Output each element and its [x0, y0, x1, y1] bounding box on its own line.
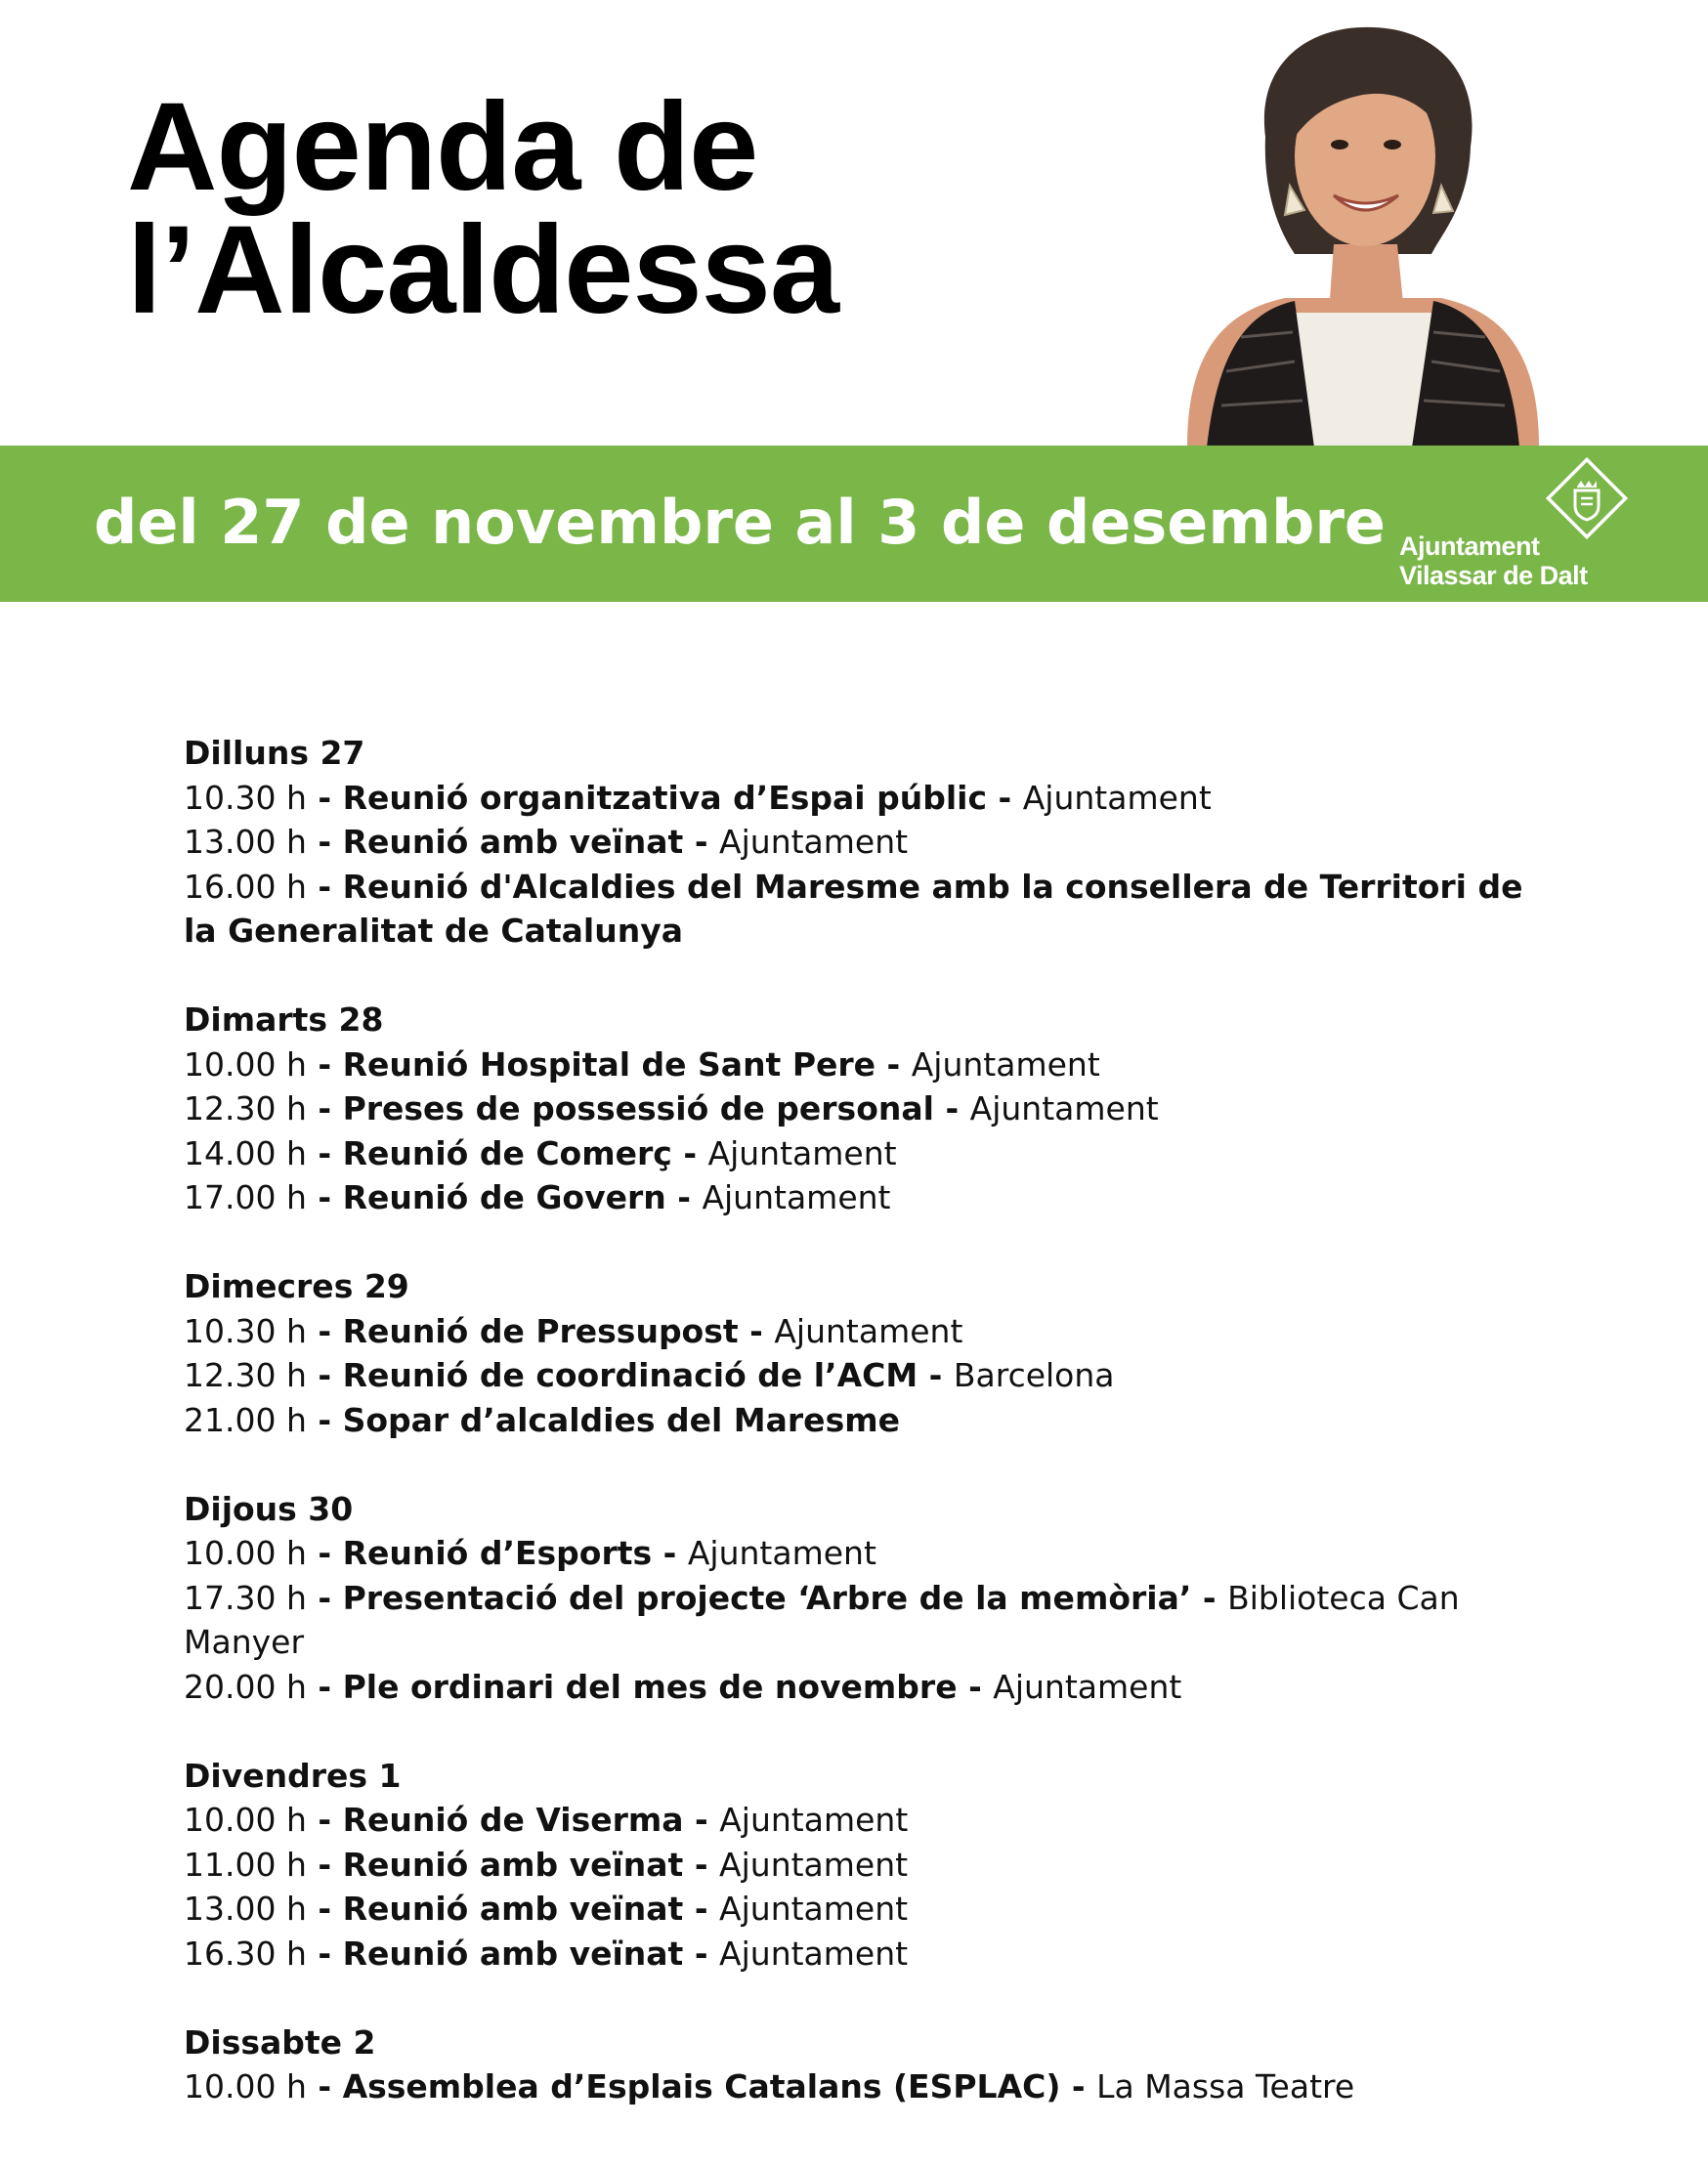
event-separator: - [738, 1311, 775, 1350]
event-title: Reunió d'Alcaldies del Maresme amb la consellera de Territori de la Generalitat de Catalunya [184, 867, 1523, 950]
event-place: Ajuntament [911, 1044, 1100, 1084]
event-time: 14.00 h [184, 1133, 307, 1172]
portrait-illustration [1148, 20, 1568, 447]
event-separator: - [306, 823, 343, 861]
agenda-day [184, 731, 1532, 954]
event-separator: - [306, 1845, 343, 1884]
logo-text-ajuntament: Ajuntament [1399, 532, 1540, 561]
agenda-event [184, 1398, 1532, 1443]
agenda-event [184, 776, 1532, 821]
event-separator: - [306, 1890, 343, 1928]
event-separator: - [306, 1801, 343, 1839]
event-separator: - [665, 1178, 703, 1216]
event-title: Reunió de Govern [342, 1178, 666, 1216]
event-title: Ple ordinari del mes de novembre [342, 1667, 958, 1706]
event-place: Ajuntament [993, 1667, 1182, 1706]
event-separator: - [957, 1667, 994, 1706]
event-separator: - [918, 1356, 954, 1394]
agenda-event [184, 820, 1532, 865]
event-separator: - [306, 1578, 343, 1617]
agenda-event [184, 2064, 1532, 2109]
event-place: Barcelona [953, 1356, 1115, 1394]
date-banner [0, 446, 1708, 602]
event-time: 21.00 h [184, 1400, 307, 1439]
event-title: Assemblea d’Esplais Catalans (ESPLAC) [342, 2067, 1061, 2105]
event-time: 10.30 h [184, 1311, 307, 1350]
agenda-day [184, 2020, 1532, 2109]
event-title: Sopar d’alcaldies del Maresme [342, 1400, 900, 1439]
logo-text-municipality: Vilassar de Dalt [1399, 561, 1588, 590]
event-separator: - [306, 1667, 343, 1706]
day-heading: Dimecres 29 [184, 1267, 409, 1305]
event-place: Ajuntament [719, 1934, 909, 1973]
event-time: 10.00 h [184, 1044, 307, 1084]
event-title: Reunió organitzativa d’Espai públic [342, 778, 988, 817]
event-title: Reunió amb veïnat [342, 823, 684, 861]
agenda-event [184, 1353, 1532, 1398]
event-separator: - [306, 1311, 343, 1350]
agenda-day [184, 998, 1532, 1220]
event-place: Ajuntament [719, 1845, 909, 1884]
event-place: Ajuntament [707, 1133, 897, 1172]
agenda-event [184, 1932, 1532, 1977]
event-title: Reunió de Viserma [342, 1801, 684, 1839]
event-title: Reunió amb veïnat [342, 1890, 684, 1928]
day-heading: Dijous 30 [184, 1489, 354, 1528]
agenda-event [184, 1309, 1532, 1354]
event-title: Reunió de Comerç [342, 1133, 672, 1172]
day-heading: Dimarts 28 [184, 1000, 384, 1039]
event-place: Ajuntament [702, 1178, 891, 1216]
agenda-day [184, 1264, 1532, 1442]
event-time: 12.30 h [184, 1089, 307, 1127]
title-line-1: Agenda de [127, 77, 758, 217]
event-title: Reunió amb veïnat [342, 1934, 684, 1973]
agenda-event [184, 1798, 1532, 1843]
event-separator: - [1060, 2067, 1097, 2105]
event-separator: - [306, 1400, 343, 1439]
event-place: Ajuntament [774, 1311, 963, 1350]
event-time: 20.00 h [184, 1667, 307, 1706]
day-heading: Divendres 1 [184, 1756, 402, 1795]
event-separator: - [306, 1356, 343, 1394]
ajuntament-logo [1397, 457, 1642, 594]
event-title: Reunió d’Esports [342, 1534, 653, 1572]
event-separator: - [683, 1801, 720, 1839]
event-separator: - [987, 778, 1023, 817]
day-heading: Dissabte 2 [184, 2022, 376, 2062]
event-separator: - [306, 778, 343, 817]
event-time: 10.00 h [184, 1801, 307, 1839]
agenda-event [184, 1531, 1532, 1576]
event-place: Ajuntament [687, 1534, 876, 1572]
event-time: 10.30 h [184, 778, 307, 817]
agenda-day [184, 1487, 1532, 1710]
event-time: 11.00 h [184, 1845, 307, 1884]
event-separator: - [683, 1890, 720, 1928]
page-title [127, 77, 838, 340]
agenda-event [184, 1665, 1532, 1710]
event-title: Presentació del projecte ‘Arbre de la memòria’ [342, 1578, 1192, 1617]
event-separator: - [683, 1845, 720, 1884]
agenda-event [184, 1576, 1532, 1665]
event-place: Biblioteca Can Manyer [184, 1578, 1460, 1661]
event-place: Ajuntament [1022, 778, 1212, 817]
event-separator: - [671, 1133, 708, 1172]
event-place: La Massa Teatre [1096, 2067, 1355, 2105]
agenda-day [184, 1754, 1532, 1977]
event-separator: - [875, 1044, 912, 1084]
event-separator: - [683, 1934, 720, 1973]
agenda-event [184, 1131, 1532, 1176]
event-separator: - [306, 1178, 343, 1216]
event-separator: - [306, 867, 343, 906]
event-title: Reunió de coordinació de l’ACM [342, 1356, 918, 1394]
event-time: 16.00 h [184, 867, 307, 906]
agenda-event [184, 1175, 1532, 1220]
event-separator: - [683, 823, 720, 861]
event-separator: - [933, 1089, 970, 1127]
agenda-list [184, 731, 1532, 2153]
mayor-photo [1148, 20, 1568, 447]
event-title: Reunió Hospital de Sant Pere [342, 1044, 876, 1084]
event-separator: - [1191, 1578, 1228, 1617]
agenda-event [184, 865, 1532, 954]
event-title: Reunió de Pressupost [342, 1311, 739, 1350]
event-time: 13.00 h [184, 1890, 307, 1928]
event-time: 17.30 h [184, 1578, 307, 1617]
event-separator: - [306, 1934, 343, 1973]
event-separator: - [306, 2067, 343, 2105]
event-separator: - [306, 1089, 343, 1127]
event-place: Ajuntament [719, 1890, 909, 1928]
agenda-event [184, 1887, 1532, 1932]
event-time: 13.00 h [184, 823, 307, 861]
event-title: Reunió amb veïnat [342, 1845, 684, 1884]
event-place: Ajuntament [719, 1801, 909, 1839]
event-separator: - [306, 1044, 343, 1084]
event-separator: - [652, 1534, 688, 1572]
event-time: 16.30 h [184, 1934, 307, 1973]
event-time: 17.00 h [184, 1178, 307, 1216]
agenda-event [184, 1042, 1532, 1087]
event-title: Preses de possessió de personal [342, 1089, 934, 1127]
event-separator: - [306, 1133, 343, 1172]
event-time: 12.30 h [184, 1356, 307, 1394]
coat-of-arms-icon [1546, 457, 1628, 539]
agenda-event [184, 1086, 1532, 1131]
title-line-2: l’Alcaldessa [127, 200, 838, 340]
agenda-event [184, 1843, 1532, 1888]
event-separator: - [306, 1534, 343, 1572]
event-time: 10.00 h [184, 1534, 307, 1572]
date-range: del 27 de novembre al 3 de desembre [94, 487, 1386, 558]
day-heading: Dilluns 27 [184, 734, 365, 772]
event-place: Ajuntament [719, 823, 909, 861]
event-time: 10.00 h [184, 2067, 307, 2105]
event-place: Ajuntament [969, 1089, 1159, 1127]
